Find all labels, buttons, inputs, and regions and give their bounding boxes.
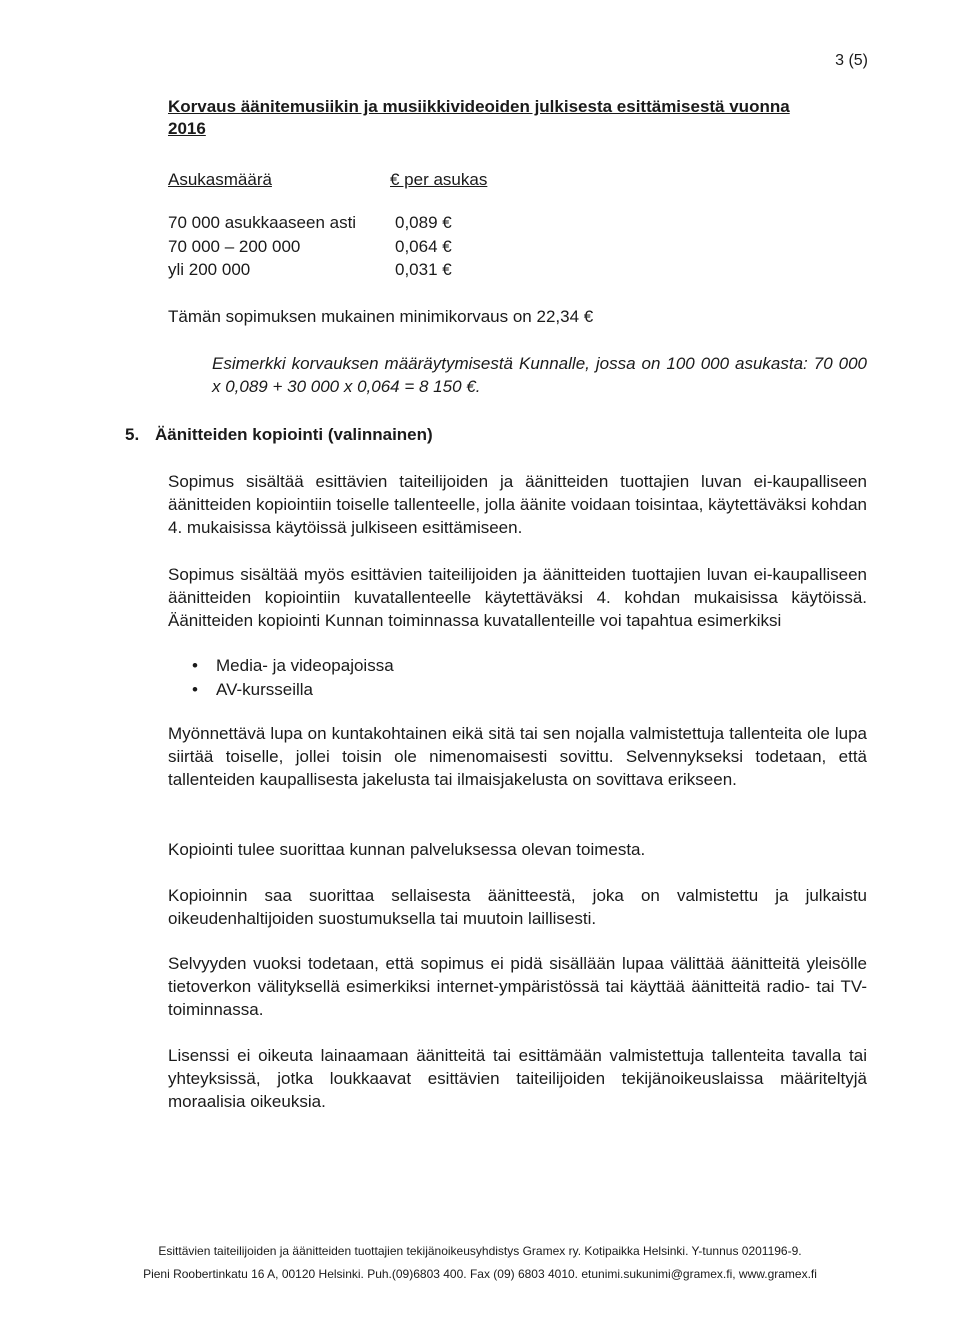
paragraph-6: Selvyyden vuoksi todetaan, että sopimus ei pidä sisällään lupaa välittää äänitteitä yleisölle tietoverkon välityksellä esimerkiksi internet-ympäristössä tai käyttää äänitteitä radio- tai TV-toiminnassa. — [168, 954, 867, 1019]
paragraph-7: Lisenssi ei oikeuta lainaamaan äänitteitä tai esittämään valmistettuja tallenteita tavalla tai yhteyksissä, jotka loukkaavat esittävien taiteilijoiden tekijänoikeuslaissa määriteltyjä moraalisia oikeuksia. — [168, 1046, 867, 1111]
rate-row-population: 70 000 – 200 000 — [168, 237, 301, 256]
rate-row-price: 0,089 € — [395, 213, 452, 232]
example-calculation: Esimerkki korvauksen määräytymisestä Kunnalle, jossa on 100 000 asukasta: 70 000 x 0,089 + 30 000 x 0,064 = 8 150 €. — [212, 354, 867, 396]
page-number: 3 (5) — [835, 52, 868, 69]
paragraph-2: Sopimus sisältää myös esittävien taiteilijoiden ja äänitteiden tuottajien luvan ei-kaupalliseen äänitteiden kopiointiin kuvatallenteelle käytettäväksi 4. kohdan mukaisissa käytöissä. Äänitteiden kopiointi Kunnan toiminnassa kuvatallenteille voi tapahtua esimerkiksi — [168, 565, 867, 630]
paragraph-4: Kopiointi tulee suorittaa kunnan palveluksessa olevan toimesta. — [168, 840, 646, 859]
document-title: Korvaus äänitemusiikin ja musiikkivideoiden julkisesta esittämisestä vuonna 2016 — [168, 97, 790, 138]
rate-row-population: 70 000 asukkaaseen asti — [168, 213, 357, 232]
rate-row-price: 0,031 € — [395, 260, 452, 279]
section-heading — [125, 425, 433, 445]
example-list — [192, 654, 394, 702]
rate-row-price: 0,064 € — [395, 237, 452, 256]
list-item: • Media- ja videopajoissa — [192, 654, 394, 678]
list-item: • AV-kursseilla — [192, 678, 394, 702]
paragraph-3: Myönnettävä lupa on kuntakohtainen eikä sitä tai sen nojalla valmistettuja tallenteita ole lupa siirtää toiselle, jollei toisin ole nimenomaisesti sovittu. Selvennykseksi todetaan, että tallenteiden kaupallisesta jakelusta tai ilmaisjakelusta on sovittava erikseen. — [168, 724, 867, 789]
section-number: 5. — [125, 425, 140, 444]
footer-line-1: Esittävien taiteilijoiden ja äänitteiden tuottajien tekijänoikeusyhdistys Gramex ry. Kotipaikka Helsinki. Y-tunnus 0201196-9. — [158, 1244, 802, 1258]
paragraph-5: Kopioinnin saa suorittaa sellaisesta äänitteestä, joka on valmistettu ja julkaistu oikeudenhaltijoiden suostumuksella tai muutoin laillisesti. — [168, 886, 867, 928]
column-header-per-resident: € per asukas — [390, 170, 488, 189]
footer-line-2: Pieni Roobertinkatu 16 A, 00120 Helsinki. Puh.(09)6803 400. Fax (09) 6803 4010. etunimi.sukunimi@gramex.fi, www.gramex.fi — [143, 1267, 817, 1281]
section-title: Äänitteiden kopiointi (valinnainen) — [155, 425, 433, 444]
paragraph-1: Sopimus sisältää esittävien taiteilijoiden ja äänitteiden tuottajien luvan ei-kaupalliseen äänitteiden kopiointiin toiselle tallenteelle, jolla äänite voidaan toisintaa, käytettäväksi kohdan 4. mukaisissa käytöissä julkiseen esittämiseen. — [168, 472, 867, 537]
column-header-population: Asukasmäärä — [168, 170, 272, 189]
rate-row-population: yli 200 000 — [168, 260, 251, 279]
minimum-fee: Tämän sopimuksen mukainen minimikorvaus on 22,34 € — [168, 307, 594, 326]
